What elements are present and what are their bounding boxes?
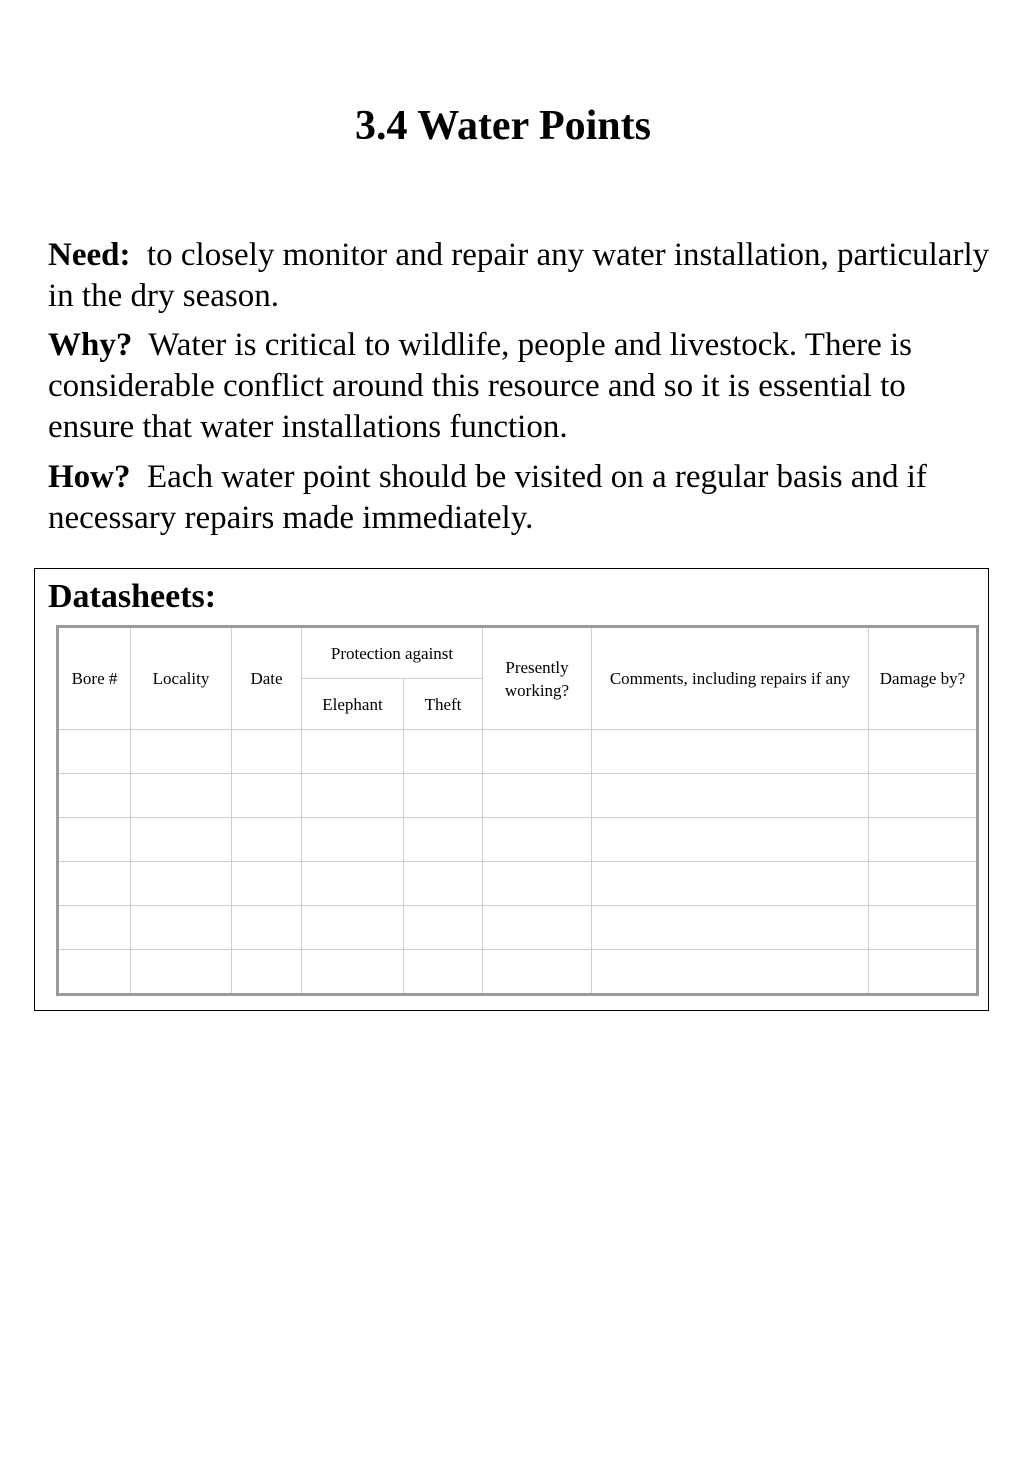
table-cell[interactable]: [302, 730, 404, 774]
why-text: Water is critical to wildlife, people and livestock. There is considerable conflict around this resource and so it is essential to ensure that water installations function.: [48, 327, 913, 445]
table-cell[interactable]: [232, 862, 302, 906]
table-row: [58, 862, 978, 906]
datasheet-table: [56, 625, 979, 996]
table-cell[interactable]: [592, 730, 869, 774]
table-row: [58, 950, 978, 995]
table-cell[interactable]: [404, 950, 483, 995]
table-cell[interactable]: [131, 862, 232, 906]
table-cell[interactable]: [131, 774, 232, 818]
page-title: 3.4 Water Points: [355, 103, 651, 149]
table-cell[interactable]: [592, 774, 869, 818]
need-text: to closely monitor and repair any water installation, particularly in the dry season.: [48, 237, 990, 314]
table-cell[interactable]: [869, 906, 978, 950]
header-protection: Protection against: [302, 627, 483, 679]
table-row: [58, 730, 978, 774]
table-row: [58, 906, 978, 950]
table-row: [58, 818, 978, 862]
table-cell[interactable]: [592, 818, 869, 862]
table-cell[interactable]: [869, 774, 978, 818]
header-damage: Damage by?: [869, 627, 978, 730]
datasheet-box: [34, 568, 989, 1011]
table-cell[interactable]: [232, 818, 302, 862]
table-cell[interactable]: [483, 730, 592, 774]
header-elephant: Elephant: [302, 679, 404, 730]
table-cell[interactable]: [302, 818, 404, 862]
table-cell[interactable]: [58, 818, 131, 862]
table-cell[interactable]: [483, 950, 592, 995]
header-locality: Locality: [131, 627, 232, 730]
table-cell[interactable]: [302, 906, 404, 950]
table-cell[interactable]: [58, 950, 131, 995]
table-cell[interactable]: [131, 950, 232, 995]
how-text: Each water point should be visited on a regular basis and if necessary repairs made immediately.: [48, 459, 927, 536]
table-cell[interactable]: [232, 730, 302, 774]
why-label: Why?: [48, 327, 133, 363]
need-label: Need:: [48, 237, 131, 273]
table-cell[interactable]: [592, 906, 869, 950]
need-paragraph: [48, 235, 998, 317]
table-cell[interactable]: [404, 818, 483, 862]
table-cell[interactable]: [483, 774, 592, 818]
how-paragraph: [48, 457, 998, 539]
table-cell[interactable]: [869, 950, 978, 995]
table-cell[interactable]: [404, 906, 483, 950]
table-cell[interactable]: [232, 774, 302, 818]
table-cell[interactable]: [592, 950, 869, 995]
table-cell[interactable]: [483, 906, 592, 950]
table-cell[interactable]: [302, 862, 404, 906]
header-theft: Theft: [404, 679, 483, 730]
why-paragraph: [48, 325, 998, 448]
table-cell[interactable]: [869, 818, 978, 862]
table-cell[interactable]: [302, 950, 404, 995]
table-cell[interactable]: [483, 818, 592, 862]
table-cell[interactable]: [131, 906, 232, 950]
table-cell[interactable]: [58, 730, 131, 774]
header-date: Date: [232, 627, 302, 730]
table-cell[interactable]: [404, 730, 483, 774]
table-cell[interactable]: [869, 862, 978, 906]
header-comments: Comments, including repairs if any: [592, 627, 869, 730]
table-cell[interactable]: [302, 774, 404, 818]
table-row: [58, 774, 978, 818]
table-cell[interactable]: [404, 862, 483, 906]
table-cell[interactable]: [592, 862, 869, 906]
table-cell[interactable]: [58, 774, 131, 818]
table-cell[interactable]: [404, 774, 483, 818]
table-cell[interactable]: [58, 906, 131, 950]
table-cell[interactable]: [232, 906, 302, 950]
header-bore: Bore #: [58, 627, 131, 730]
table-cell[interactable]: [58, 862, 131, 906]
table-cell[interactable]: [232, 950, 302, 995]
header-working: Presently working?: [483, 627, 592, 730]
how-label: How?: [48, 459, 131, 495]
table-cell[interactable]: [131, 730, 232, 774]
table-cell[interactable]: [131, 818, 232, 862]
table-cell[interactable]: [869, 730, 978, 774]
table-cell[interactable]: [483, 862, 592, 906]
datasheet-label: Datasheets:: [48, 578, 217, 615]
datasheet-body: [58, 730, 978, 995]
